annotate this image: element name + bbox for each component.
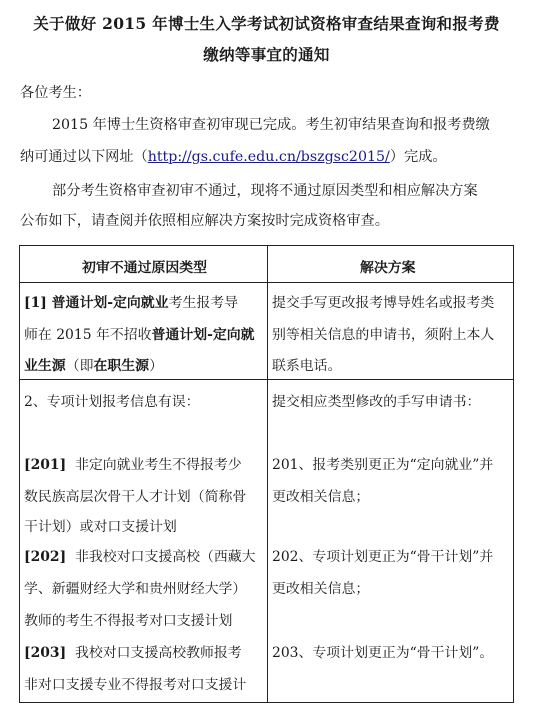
notice-title-line-1: 关于做好 2015 年博士生入学考试初试资格审查结果查询和报考费: [33, 14, 500, 33]
paragraph-2-line-2: 公布如下，请查阅并依照相应解决方案按时完成资格审查。: [20, 213, 389, 229]
paragraph-1-line-1: 2015 年博士生资格审查初审现已完成。考生初审结果查询和报考费缴: [52, 117, 490, 133]
reason-203-code: [203]: [24, 645, 67, 661]
row2-intro: 2、专项计划报考信息有误：: [24, 394, 200, 410]
row1-plan-name-2: 普通计划-定向就: [151, 327, 255, 343]
paragraph-1-text-before-url: 纳可通过以下网址（: [20, 149, 148, 165]
paragraph-1-line-2: [20, 146, 447, 166]
reason-201-line-3: 干计划）或对口支援计划: [24, 519, 177, 535]
row1-reason-line-1: [24, 291, 238, 311]
row1-solution-line-2: 别等相关信息的申请书，须附上本人: [272, 327, 495, 343]
solution-203-line-1: 203、专项计划更正为“骨干计划”。: [272, 645, 494, 661]
row1-paren-open: （即: [65, 358, 94, 374]
reason-201-code: [201]: [24, 457, 67, 473]
solution-201-line-2: 更改相关信息；: [272, 489, 370, 505]
reason-202-line-1: [24, 545, 256, 565]
reason-201-line-2: 数民族高层次骨干人才计划（简称骨: [24, 489, 247, 505]
row1-in-service-source: 在职生源: [93, 358, 150, 374]
notice-title-line-2: 缴纳等事宜的通知: [203, 45, 330, 64]
reason-202-line-2: 学、新疆财经大学和贵州财经大学）: [24, 581, 247, 597]
row1-code: [1]: [24, 295, 52, 311]
row2-solution-intro: 提交相应类型修改的手写申请书：: [272, 394, 481, 410]
row1-solution-line-3: 联系电话。: [272, 358, 342, 374]
reason-203-line-1: [24, 641, 242, 661]
row1-source-label: 业生源: [24, 358, 66, 374]
greeting: 各位考生：: [20, 85, 91, 101]
reason-203-text-1: 我校对口支援高校教师报考: [74, 645, 242, 661]
table-row-divider: [20, 379, 513, 380]
paragraph-2-line-1: 部分考生资格审查初审不通过，现将不通过原因类型和相应解决方案: [52, 183, 478, 199]
row1-reason-text-1: 考生报考导: [168, 295, 239, 311]
paragraph-1-text-after-url: ）完成。: [389, 149, 447, 165]
row1-reason-line-2: [24, 323, 255, 343]
rejection-reasons-table: [19, 245, 514, 703]
table-column-divider: [267, 246, 268, 702]
row1-plan-name: 普通计划-定向就业: [51, 295, 169, 311]
row1-paren-close: ）: [149, 358, 163, 374]
reason-202-text-1: 非我校对口支援高校（西藏大: [74, 549, 256, 565]
row1-reason-text-2: 师在 2015 年不招收: [24, 327, 152, 343]
reason-201-line-1: [24, 453, 242, 473]
registration-url-link[interactable]: http://gs.cufe.edu.cn/bszgsc2015/: [147, 149, 390, 165]
row1-solution-line-1: 提交手写更改报考博导姓名或报考类: [272, 295, 495, 311]
reason-201-text-1: 非定向就业考生不得报考少: [74, 457, 242, 473]
reason-202-line-3: 教师的考生不得报考对口支援计划: [24, 613, 233, 629]
row1-reason-line-3: [24, 354, 163, 374]
solution-202-line-2: 更改相关信息；: [272, 581, 370, 597]
reason-202-code: [202]: [24, 549, 67, 565]
reason-203-line-2: 非对口支援专业不得报考对口支援计: [24, 677, 247, 693]
table-header-divider: [20, 282, 513, 283]
header-rejection-reason-type: 初审不通过原因类型: [82, 260, 208, 276]
solution-202-line-1: 202、专项计划更正为“骨干计划”并: [272, 549, 494, 565]
header-solution: 解决方案: [360, 260, 416, 276]
solution-201-line-1: 201、报考类别更正为“定向就业”并: [272, 457, 494, 473]
